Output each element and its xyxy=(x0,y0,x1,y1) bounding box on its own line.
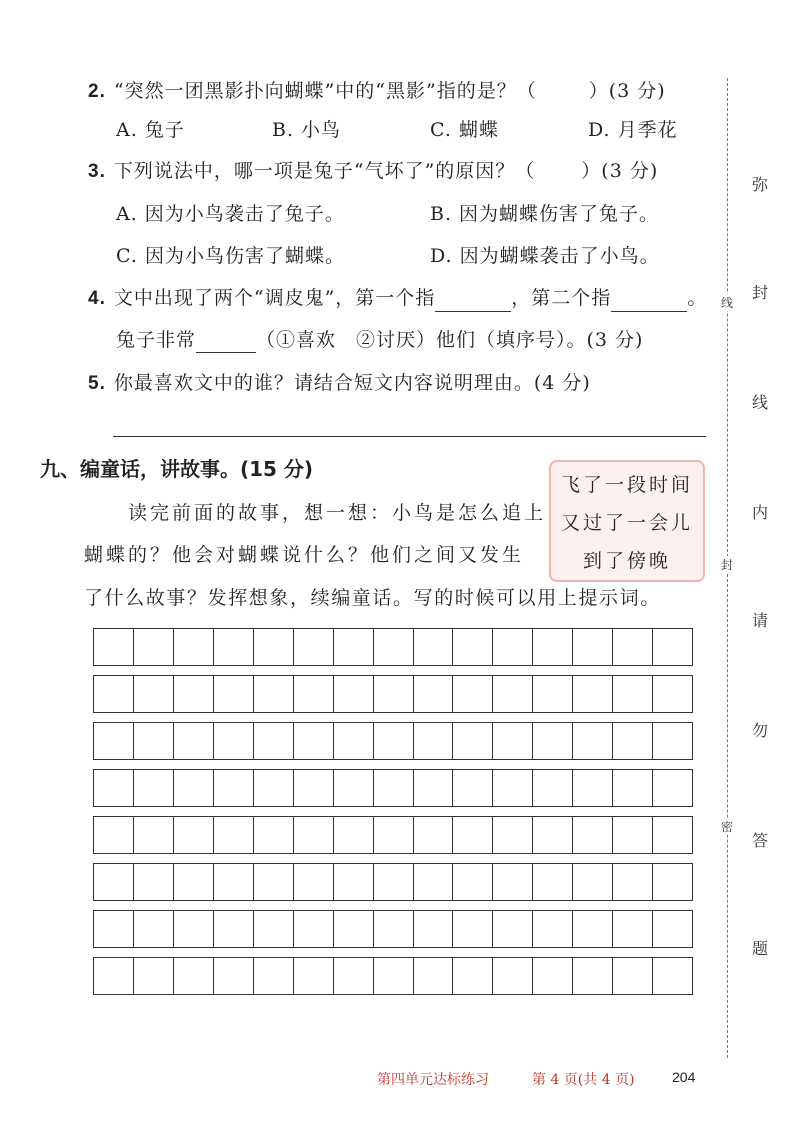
question-number: 5. xyxy=(88,373,106,394)
grid-cell[interactable] xyxy=(294,629,334,665)
option-a: A. 因为小鸟袭击了兔子。 xyxy=(116,203,345,225)
grid-cell[interactable] xyxy=(294,676,334,712)
grid-cell[interactable] xyxy=(533,770,573,806)
grid-cell[interactable] xyxy=(334,864,374,900)
seal-char: 封 xyxy=(751,283,768,302)
question-text: 文中出现了两个“调皮鬼”，第一个指 xyxy=(113,287,436,309)
grid-cell[interactable] xyxy=(453,723,493,759)
grid-cell[interactable] xyxy=(613,676,653,712)
question-text: “突然一团黑影扑向蝴蝶”中的“黑影”指的是？（ xyxy=(113,80,537,102)
grid-cell[interactable] xyxy=(134,770,174,806)
question-5 xyxy=(88,370,591,397)
question-4 xyxy=(88,285,707,312)
seal-char: 题 xyxy=(751,939,768,958)
grid-cell[interactable] xyxy=(533,817,573,853)
question-score: ）(3 分) xyxy=(588,80,666,102)
hint-word: 到了傍晚 xyxy=(582,550,671,572)
grid-cell[interactable] xyxy=(573,817,613,853)
hint-box xyxy=(549,460,705,582)
grid-cell[interactable] xyxy=(453,911,493,947)
grid-cell[interactable] xyxy=(174,723,214,759)
grid-cell[interactable] xyxy=(374,770,414,806)
grid-cell[interactable] xyxy=(374,817,414,853)
grid-cell[interactable] xyxy=(613,770,653,806)
grid-cell[interactable] xyxy=(374,676,414,712)
grid-row[interactable] xyxy=(93,863,693,901)
grid-cell[interactable] xyxy=(254,864,294,900)
grid-cell[interactable] xyxy=(653,958,692,994)
grid-cell[interactable] xyxy=(94,723,134,759)
grid-cell[interactable] xyxy=(573,911,613,947)
grid-cell[interactable] xyxy=(533,864,573,900)
grid-cell[interactable] xyxy=(134,817,174,853)
grid-row[interactable] xyxy=(93,957,693,995)
question-text: 。 xyxy=(687,287,708,309)
seal-char: 弥 xyxy=(751,175,768,194)
question-4-line-2 xyxy=(116,327,643,353)
question-2 xyxy=(88,78,666,105)
grid-cell[interactable] xyxy=(294,911,334,947)
grid-cell[interactable] xyxy=(493,911,533,947)
grid-cell[interactable] xyxy=(453,770,493,806)
question-3 xyxy=(88,158,658,185)
grid-cell[interactable] xyxy=(174,958,214,994)
grid-cell[interactable] xyxy=(254,770,294,806)
grid-cell[interactable] xyxy=(334,629,374,665)
grid-cell[interactable] xyxy=(174,770,214,806)
question-text: （①喜欢 ②讨厌）他们（填序号）。(3 分) xyxy=(256,329,644,351)
grid-cell[interactable] xyxy=(94,911,134,947)
grid-cell[interactable] xyxy=(254,817,294,853)
grid-cell[interactable] xyxy=(414,770,454,806)
grid-cell[interactable] xyxy=(334,911,374,947)
footer-unit: 第四单元达标练习 xyxy=(377,1072,489,1088)
grid-cell[interactable] xyxy=(493,676,533,712)
grid-cell[interactable] xyxy=(653,770,692,806)
paragraph-line-2: 蝴蝶的？他会对蝴蝶说什么？他们之间又发生 xyxy=(84,544,525,566)
grid-cell[interactable] xyxy=(613,958,653,994)
grid-cell[interactable] xyxy=(453,958,493,994)
grid-cell[interactable] xyxy=(414,629,454,665)
grid-cell[interactable] xyxy=(334,676,374,712)
section-title: 九、编童话，讲故事。(15 分) xyxy=(40,457,314,481)
grid-row[interactable] xyxy=(93,675,693,713)
answer-blank-2[interactable] xyxy=(611,291,687,312)
seal-char: 勿 xyxy=(751,721,768,740)
grid-cell[interactable] xyxy=(493,958,533,994)
grid-cell[interactable] xyxy=(134,723,174,759)
seal-char: 请 xyxy=(751,611,768,630)
grid-cell[interactable] xyxy=(613,911,653,947)
grid-row[interactable] xyxy=(93,628,693,666)
grid-cell[interactable] xyxy=(653,676,692,712)
question-score: ）(3 分) xyxy=(581,160,659,182)
option-d: D. 因为蝴蝶袭击了小鸟。 xyxy=(430,245,660,267)
grid-cell[interactable] xyxy=(414,911,454,947)
grid-cell[interactable] xyxy=(134,676,174,712)
answer-blank-1[interactable] xyxy=(435,291,511,312)
grid-cell[interactable] xyxy=(374,629,414,665)
grid-cell[interactable] xyxy=(334,723,374,759)
grid-cell[interactable] xyxy=(254,723,294,759)
grid-cell[interactable] xyxy=(533,676,573,712)
seal-char: 内 xyxy=(751,503,768,522)
grid-cell[interactable] xyxy=(214,676,254,712)
grid-cell[interactable] xyxy=(414,723,454,759)
grid-cell[interactable] xyxy=(493,770,533,806)
grid-row[interactable] xyxy=(93,910,693,948)
grid-row[interactable] xyxy=(93,769,693,807)
grid-cell[interactable] xyxy=(533,723,573,759)
grid-cell[interactable] xyxy=(414,864,454,900)
grid-cell[interactable] xyxy=(573,723,613,759)
grid-cell[interactable] xyxy=(414,817,454,853)
grid-cell[interactable] xyxy=(94,817,134,853)
grid-cell[interactable] xyxy=(94,770,134,806)
option-c: C. 蝴蝶 xyxy=(430,119,499,141)
answer-blank-3[interactable] xyxy=(196,332,256,353)
grid-cell[interactable] xyxy=(573,770,613,806)
question-text: ，第二个指 xyxy=(511,287,612,309)
grid-cell[interactable] xyxy=(94,864,134,900)
grid-cell[interactable] xyxy=(653,629,692,665)
grid-cell[interactable] xyxy=(254,676,294,712)
grid-cell[interactable] xyxy=(294,770,334,806)
grid-cell[interactable] xyxy=(453,817,493,853)
grid-cell[interactable] xyxy=(294,723,334,759)
paragraph-line-3: 了什么故事？发挥想象，续编童话。写的时候可以用上提示词。 xyxy=(84,587,661,609)
grid-cell[interactable] xyxy=(414,676,454,712)
footer-page: 第 4 页(共 4 页) xyxy=(532,1072,635,1088)
grid-cell[interactable] xyxy=(653,911,692,947)
grid-cell[interactable] xyxy=(613,723,653,759)
grid-cell[interactable] xyxy=(254,911,294,947)
grid-cell[interactable] xyxy=(533,629,573,665)
grid-cell[interactable] xyxy=(134,629,174,665)
grid-cell[interactable] xyxy=(334,817,374,853)
grid-cell[interactable] xyxy=(334,770,374,806)
hint-word: 又过了一会儿 xyxy=(560,512,693,534)
option-b: B. 因为蝴蝶伤害了兔子。 xyxy=(430,203,660,225)
grid-cell[interactable] xyxy=(174,676,214,712)
grid-cell[interactable] xyxy=(134,958,174,994)
question-text: 下列说法中，哪一项是兔子“气坏了”的原因？（ xyxy=(113,160,536,182)
grid-cell[interactable] xyxy=(214,629,254,665)
grid-cell[interactable] xyxy=(613,864,653,900)
grid-cell[interactable] xyxy=(573,676,613,712)
grid-cell[interactable] xyxy=(254,958,294,994)
grid-cell[interactable] xyxy=(134,911,174,947)
grid-cell[interactable] xyxy=(334,958,374,994)
grid-cell[interactable] xyxy=(453,676,493,712)
grid-cell[interactable] xyxy=(374,911,414,947)
question-number: 4. xyxy=(88,288,106,309)
grid-cell[interactable] xyxy=(653,864,692,900)
grid-cell[interactable] xyxy=(214,958,254,994)
grid-cell[interactable] xyxy=(653,723,692,759)
seal-mark: 密 xyxy=(717,818,737,835)
seal-char: 线 xyxy=(751,393,768,412)
grid-cell[interactable] xyxy=(493,864,533,900)
grid-row[interactable] xyxy=(93,722,693,760)
grid-cell[interactable] xyxy=(294,958,334,994)
grid-cell[interactable] xyxy=(493,629,533,665)
grid-cell[interactable] xyxy=(493,817,533,853)
answer-line[interactable] xyxy=(113,436,706,437)
grid-cell[interactable] xyxy=(254,629,294,665)
grid-cell[interactable] xyxy=(174,864,214,900)
seal-char: 答 xyxy=(751,831,768,850)
paragraph-line-1: 读完前面的故事，想一想：小鸟是怎么追上 xyxy=(128,502,547,524)
seal-mark: 封 xyxy=(717,556,737,573)
grid-cell[interactable] xyxy=(374,958,414,994)
grid-cell[interactable] xyxy=(414,958,454,994)
grid-cell[interactable] xyxy=(174,629,214,665)
grid-cell[interactable] xyxy=(94,629,134,665)
option-d: D. 月季花 xyxy=(588,119,678,141)
grid-cell[interactable] xyxy=(613,629,653,665)
grid-cell[interactable] xyxy=(573,958,613,994)
grid-cell[interactable] xyxy=(653,817,692,853)
question-number: 3. xyxy=(88,161,106,182)
grid-cell[interactable] xyxy=(294,817,334,853)
grid-cell[interactable] xyxy=(214,723,254,759)
grid-cell[interactable] xyxy=(573,629,613,665)
grid-row[interactable] xyxy=(93,816,693,854)
grid-cell[interactable] xyxy=(533,911,573,947)
grid-cell[interactable] xyxy=(453,629,493,665)
grid-cell[interactable] xyxy=(573,864,613,900)
grid-cell[interactable] xyxy=(214,911,254,947)
grid-cell[interactable] xyxy=(214,817,254,853)
grid-cell[interactable] xyxy=(94,676,134,712)
grid-cell[interactable] xyxy=(174,911,214,947)
question-text: 你最喜欢文中的谁？请结合短文内容说明理由。(4 分) xyxy=(113,372,591,394)
option-c: C. 因为小鸟伤害了蝴蝶。 xyxy=(116,245,345,267)
question-number: 2. xyxy=(88,81,106,102)
grid-cell[interactable] xyxy=(374,723,414,759)
grid-cell[interactable] xyxy=(214,770,254,806)
grid-cell[interactable] xyxy=(613,817,653,853)
grid-cell[interactable] xyxy=(294,864,334,900)
grid-cell[interactable] xyxy=(94,958,134,994)
grid-cell[interactable] xyxy=(493,723,533,759)
grid-cell[interactable] xyxy=(374,864,414,900)
option-a: A. 兔子 xyxy=(116,119,185,141)
page-number: 204 xyxy=(672,1069,696,1085)
grid-cell[interactable] xyxy=(134,864,174,900)
grid-cell[interactable] xyxy=(533,958,573,994)
hint-word: 飞了一段时间 xyxy=(560,474,693,496)
grid-cell[interactable] xyxy=(174,817,214,853)
grid-cell[interactable] xyxy=(453,864,493,900)
grid-cell[interactable] xyxy=(214,864,254,900)
seal-mark: 线 xyxy=(717,294,737,311)
question-text: 兔子非常 xyxy=(116,329,197,351)
option-b: B. 小鸟 xyxy=(272,119,342,141)
